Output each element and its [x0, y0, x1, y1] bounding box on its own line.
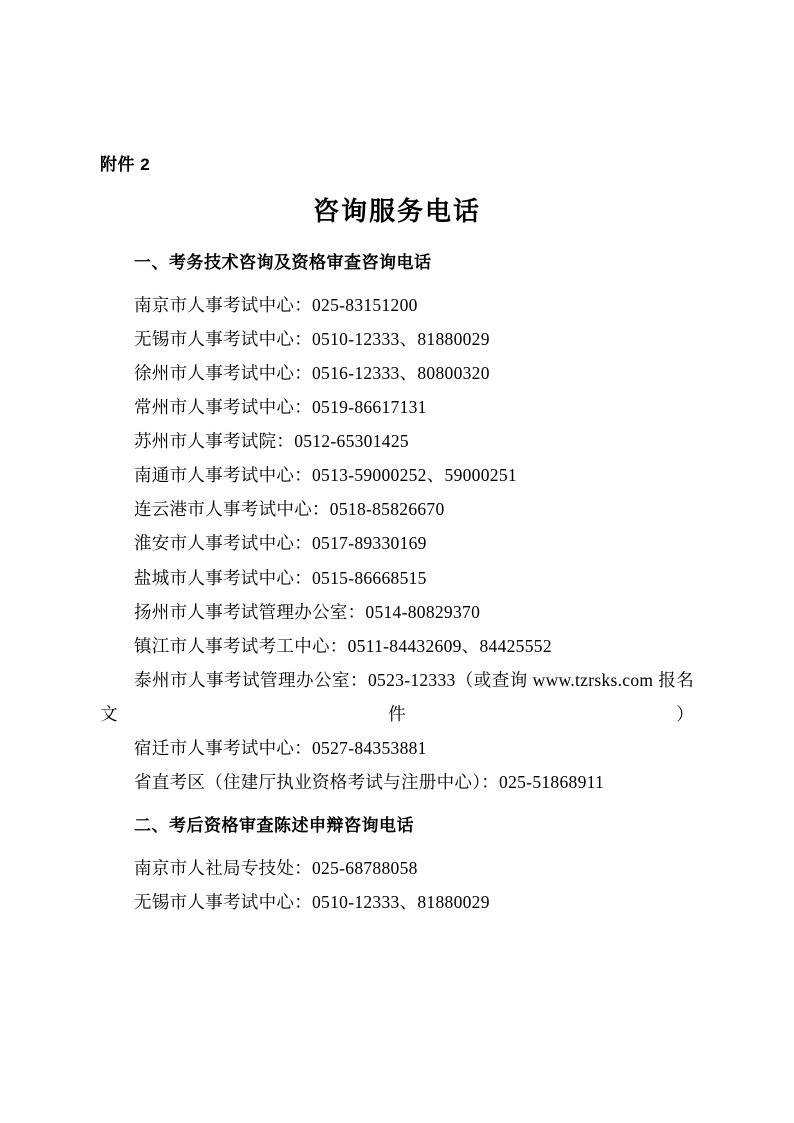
contact-entry: 泰州市人事考试管理办公室：0523-12333（或查询 www.tzrsks.com 报名文件） — [100, 669, 694, 724]
contact-entry: 连云港市人事考试中心：0518-85826670 — [134, 499, 445, 520]
contact-entry: 南京市人事考试中心：025-83151200 — [134, 294, 418, 315]
page-title: 咨询服务电话 — [312, 197, 481, 226]
contact-entry: 徐州市人事考试中心：0516-12333、80800320 — [134, 362, 490, 383]
contact-entry: 无锡市人事考试中心：0510-12333、81880029 — [134, 892, 490, 912]
contact-entry: 常州市人事考试中心：0519-86617131 — [134, 396, 427, 417]
contact-entry: 扬州市人事考试管理办公室：0514-80829370 — [134, 601, 481, 622]
contact-entry: 苏州市人事考试院：0512-65301425 — [134, 431, 409, 451]
contact-entry: 镇江市人事考试考工中心：0511-84432609、84425552 — [134, 635, 552, 656]
contact-entry: 淮安市人事考试中心：0517-89330169 — [134, 533, 427, 554]
contact-entry: 省直考区（住建厅执业资格考试与注册中心）：025-51868911 — [134, 772, 605, 793]
attachment-label: 附件 2 — [100, 155, 151, 174]
contact-entry: 宿迁市人事考试中心：0527-84353881 — [134, 738, 427, 759]
contact-entry: 南通市人事考试中心：0513-59000252、59000251 — [134, 465, 517, 486]
section-heading-1: 一、考务技术咨询及资格审查咨询电话 — [134, 253, 432, 272]
contact-entry: 盐城市人事考试中心：0515-86668515 — [134, 567, 427, 588]
section-heading-2: 二、考后资格审查陈述申辩咨询电话 — [134, 816, 414, 836]
contact-entry: 南京市人社局专技处：025-68788058 — [134, 857, 418, 878]
contact-entry: 无锡市人事考试中心：0510-12333、81880029 — [134, 328, 490, 349]
